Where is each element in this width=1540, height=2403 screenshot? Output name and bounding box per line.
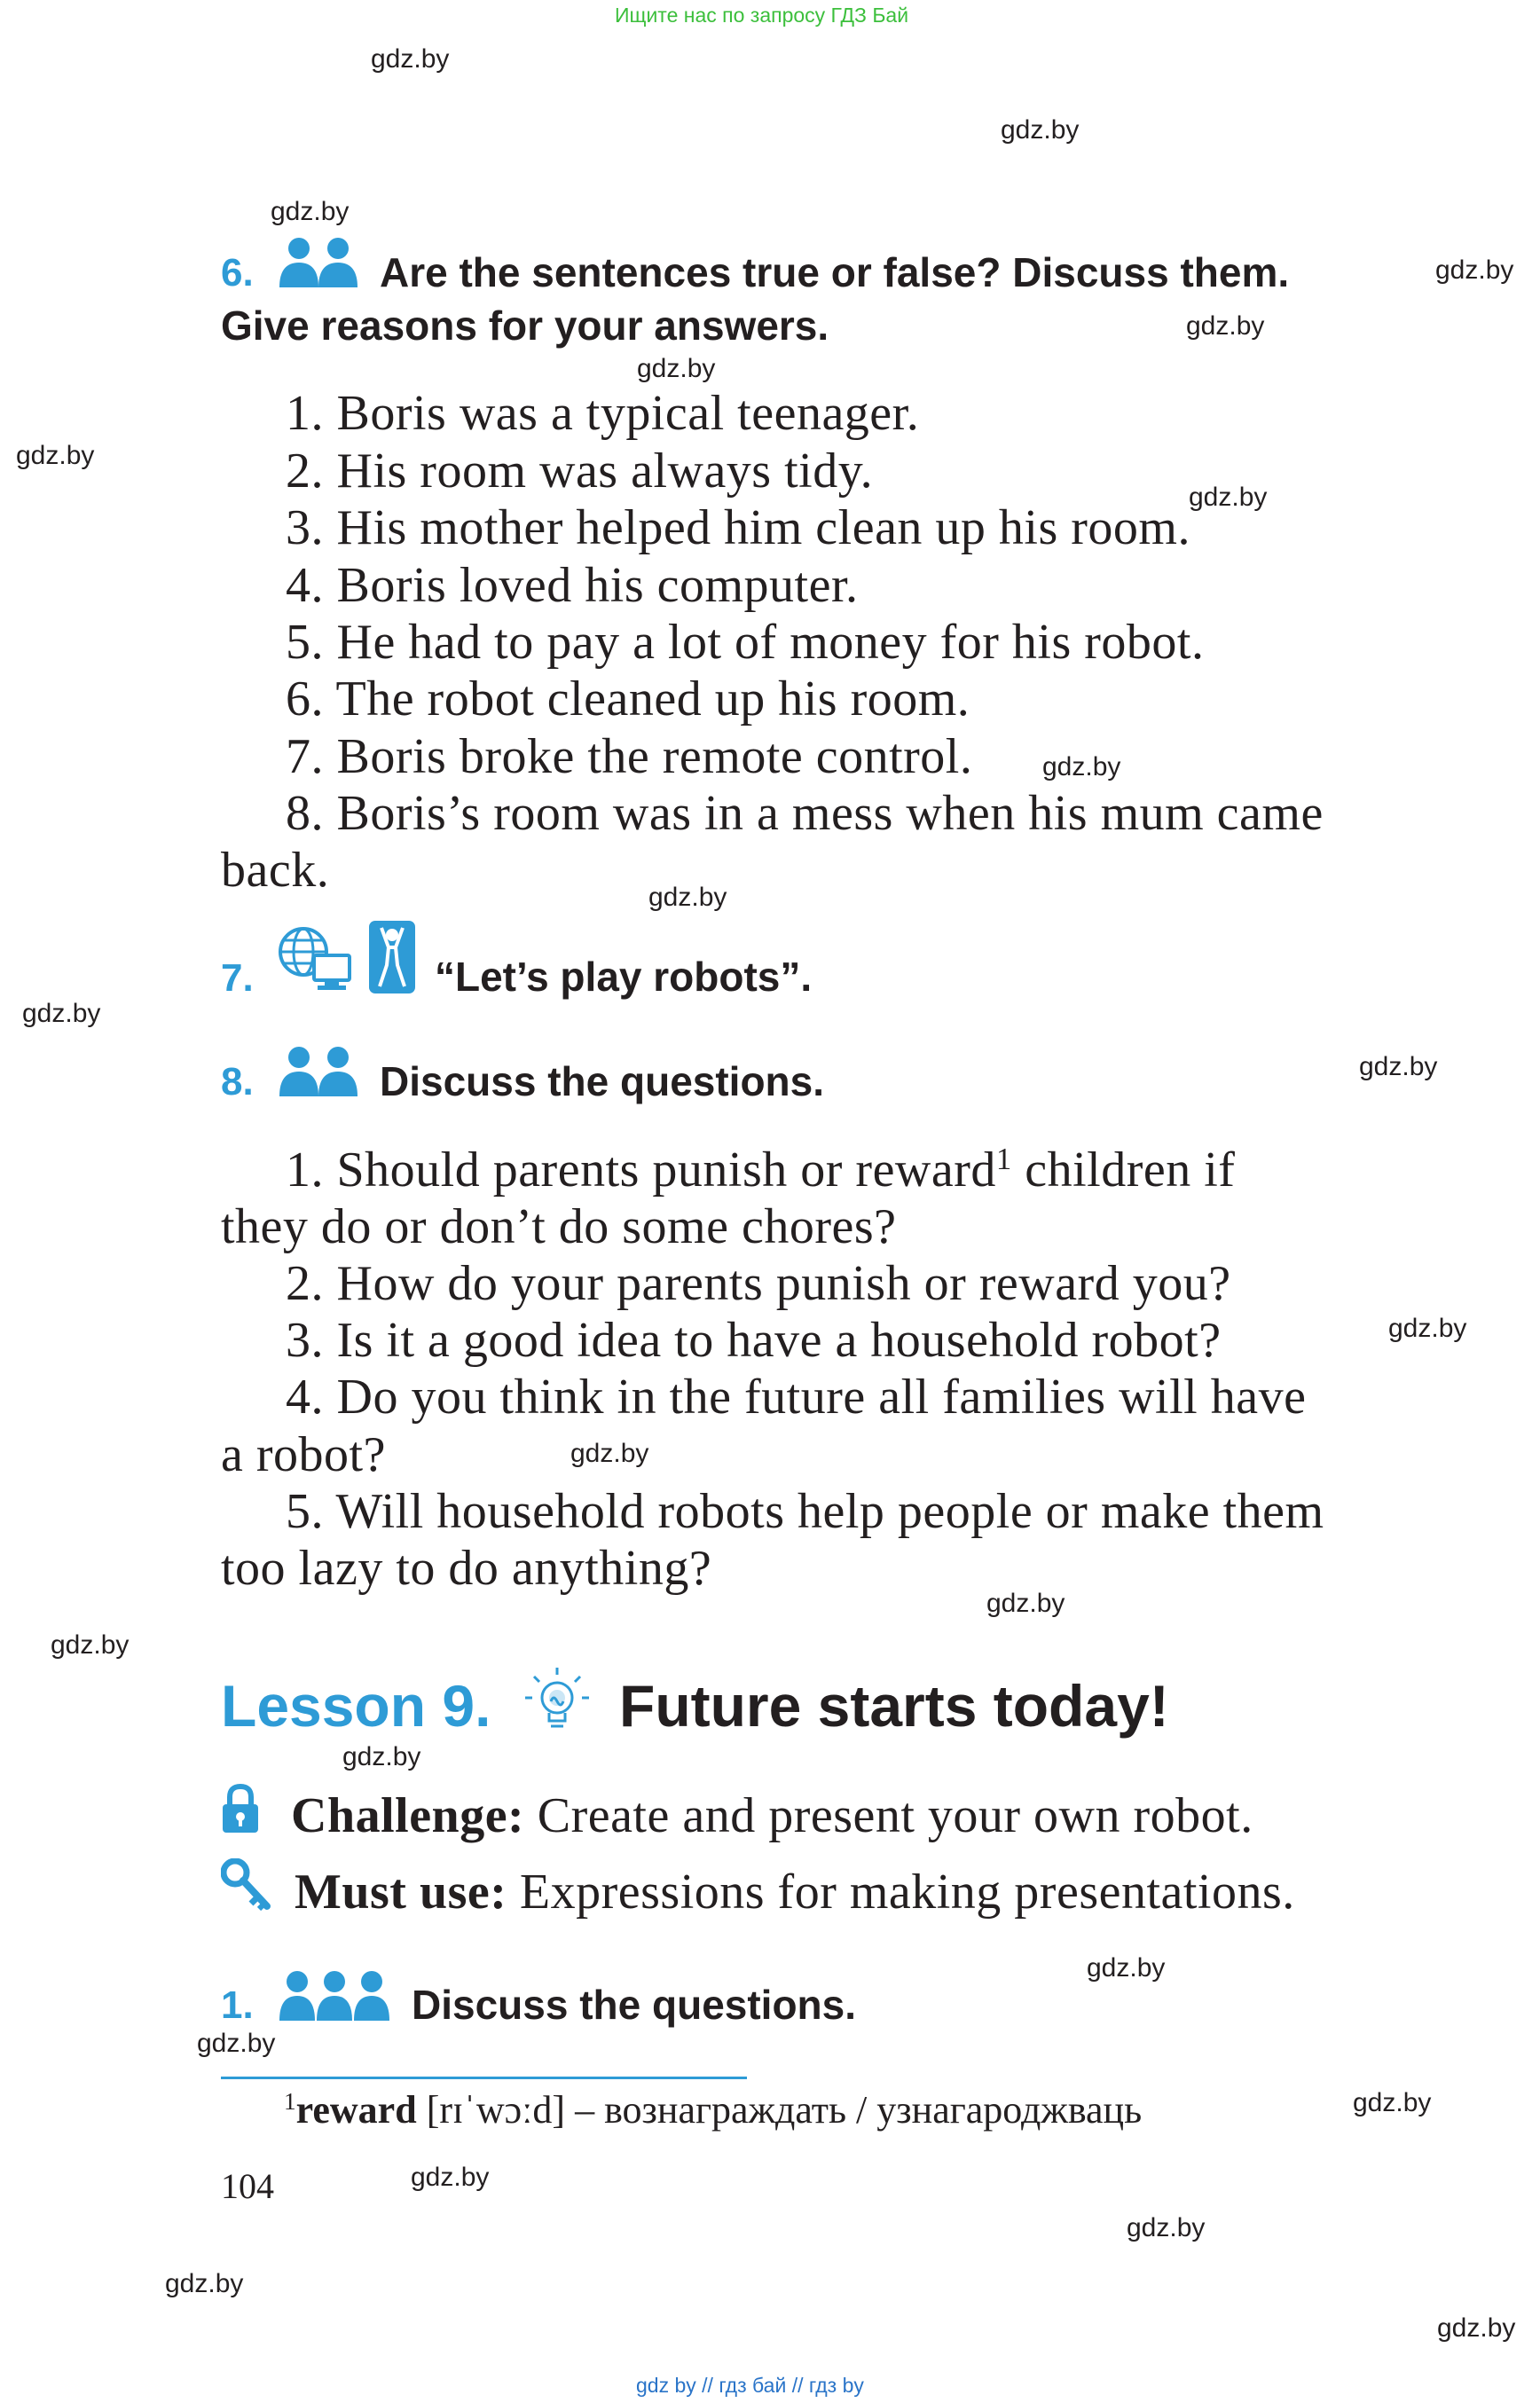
mustuse-text: Must use: Expressions for making presentations. — [295, 1865, 1295, 1920]
exercise-number: 8. — [221, 1060, 254, 1103]
list-item: 2. His room was always tidy. — [286, 444, 874, 499]
group-work-icon — [278, 1969, 393, 2022]
list-item: 5. Will household robots help people or make them — [286, 1484, 1324, 1539]
lesson-title: Future starts today! — [619, 1673, 1169, 1739]
list-item: 4. Do you think in the future all families will have — [286, 1370, 1307, 1425]
key-icon — [221, 1858, 271, 1915]
footnote-divider — [221, 2077, 747, 2079]
watermark: gdz.by — [1437, 2313, 1516, 2343]
watermark: gdz.by — [271, 197, 350, 226]
watermark: gdz.by — [986, 1589, 1065, 1618]
exercise-number: 6. — [221, 251, 254, 294]
watermark: gdz.by — [165, 2269, 244, 2298]
footnote-transcription: [rɪˈwɔːd] — [426, 2088, 566, 2132]
top-banner[interactable]: Ищите нас по запросу ГДЗ Бай — [615, 4, 909, 27]
footer-separator: // — [791, 2374, 804, 2397]
watermark: gdz.by — [411, 2163, 490, 2192]
lock-icon — [221, 1783, 260, 1834]
footer-link[interactable]: гдз бай — [719, 2374, 787, 2397]
watermark: gdz.by — [342, 1742, 421, 1771]
footer-link[interactable]: gdz by — [636, 2374, 696, 2397]
list-item: 8. Boris’s room was in a mess when his mum came — [286, 786, 1324, 841]
exercise-number: 1. — [221, 1983, 254, 2027]
watermark: gdz.by — [1353, 2088, 1432, 2117]
watermark: gdz.by — [1435, 255, 1514, 285]
watermark: gdz.by — [22, 999, 101, 1028]
footnote — [284, 2087, 1142, 2132]
watermark: gdz.by — [637, 354, 716, 383]
watermark: gdz.by — [197, 2029, 276, 2058]
watermark: gdz.by — [1042, 752, 1121, 781]
watermark: gdz.by — [1087, 1953, 1166, 1983]
footer-link[interactable]: гдз by — [808, 2374, 864, 2397]
footnote-marker: 1 — [284, 2088, 296, 2115]
footer-separator: // — [702, 2374, 713, 2397]
watermark: gdz.by — [1359, 1052, 1438, 1081]
globe-computer-icon — [277, 925, 353, 993]
lesson-number: Lesson 9. — [221, 1673, 491, 1739]
watermark: gdz.by — [371, 44, 450, 74]
watermark: gdz.by — [1388, 1314, 1467, 1343]
exercise-instruction: “Let’s play robots”. — [435, 954, 813, 1000]
list-item: 3. Is it a good idea to have a household robot? — [286, 1313, 1222, 1368]
list-item: 1. Should parents punish or reward$^1$ children if — [286, 1142, 1236, 1198]
footnote-translation: – вознаграждать / узнагароджваць — [575, 2088, 1143, 2132]
exercise-instruction: Are the sentences true or false? Discuss them. — [380, 249, 1290, 295]
watermark: gdz.by — [1186, 311, 1265, 341]
page-number: 104 — [221, 2166, 274, 2206]
challenge-text: Challenge: Create and present your own robot. — [291, 1788, 1253, 1843]
list-item: 1. Boris was a typical teenager. — [286, 386, 920, 441]
act-out-icon — [369, 921, 415, 993]
watermark: gdz.by — [1189, 483, 1268, 512]
footer-links — [636, 2374, 864, 2398]
watermark: gdz.by — [648, 883, 727, 912]
list-item: 4. Boris loved his computer. — [286, 558, 859, 613]
challenge-label: Challenge: — [291, 1788, 525, 1843]
list-item: 2. How do your parents punish or reward you? — [286, 1256, 1231, 1311]
pair-work-icon — [278, 1045, 361, 1098]
watermark: gdz.by — [51, 1630, 130, 1660]
list-item: 5. He had to pay a lot of money for his robot. — [286, 615, 1205, 670]
list-item: too lazy to do anything? — [221, 1541, 712, 1596]
exercise-number: 7. — [221, 956, 254, 1000]
watermark: gdz.by — [1001, 115, 1080, 145]
list-item: they do or don’t do some chores? — [221, 1199, 897, 1254]
lightbulb-icon — [523, 1666, 591, 1733]
mustuse-label: Must use: — [295, 1865, 507, 1920]
footnote-word: reward — [295, 2088, 417, 2132]
list-item: a robot? — [221, 1427, 386, 1482]
list-item: 6. The robot cleaned up his room. — [286, 671, 970, 726]
list-item: back. — [221, 843, 330, 898]
watermark: gdz.by — [16, 441, 95, 470]
watermark: gdz.by — [1127, 2213, 1206, 2242]
pair-work-icon — [278, 236, 361, 289]
watermark: gdz.by — [570, 1439, 649, 1468]
list-item: 7. Boris broke the remote control. — [286, 729, 973, 784]
exercise-instruction: Discuss the questions. — [412, 1982, 857, 2028]
exercise-instruction: Discuss the questions. — [380, 1058, 825, 1104]
footnote-marker: 1 — [995, 1142, 1012, 1176]
exercise-instruction: Give reasons for your answers. — [221, 302, 829, 349]
list-item: 3. His mother helped him clean up his room. — [286, 500, 1190, 555]
